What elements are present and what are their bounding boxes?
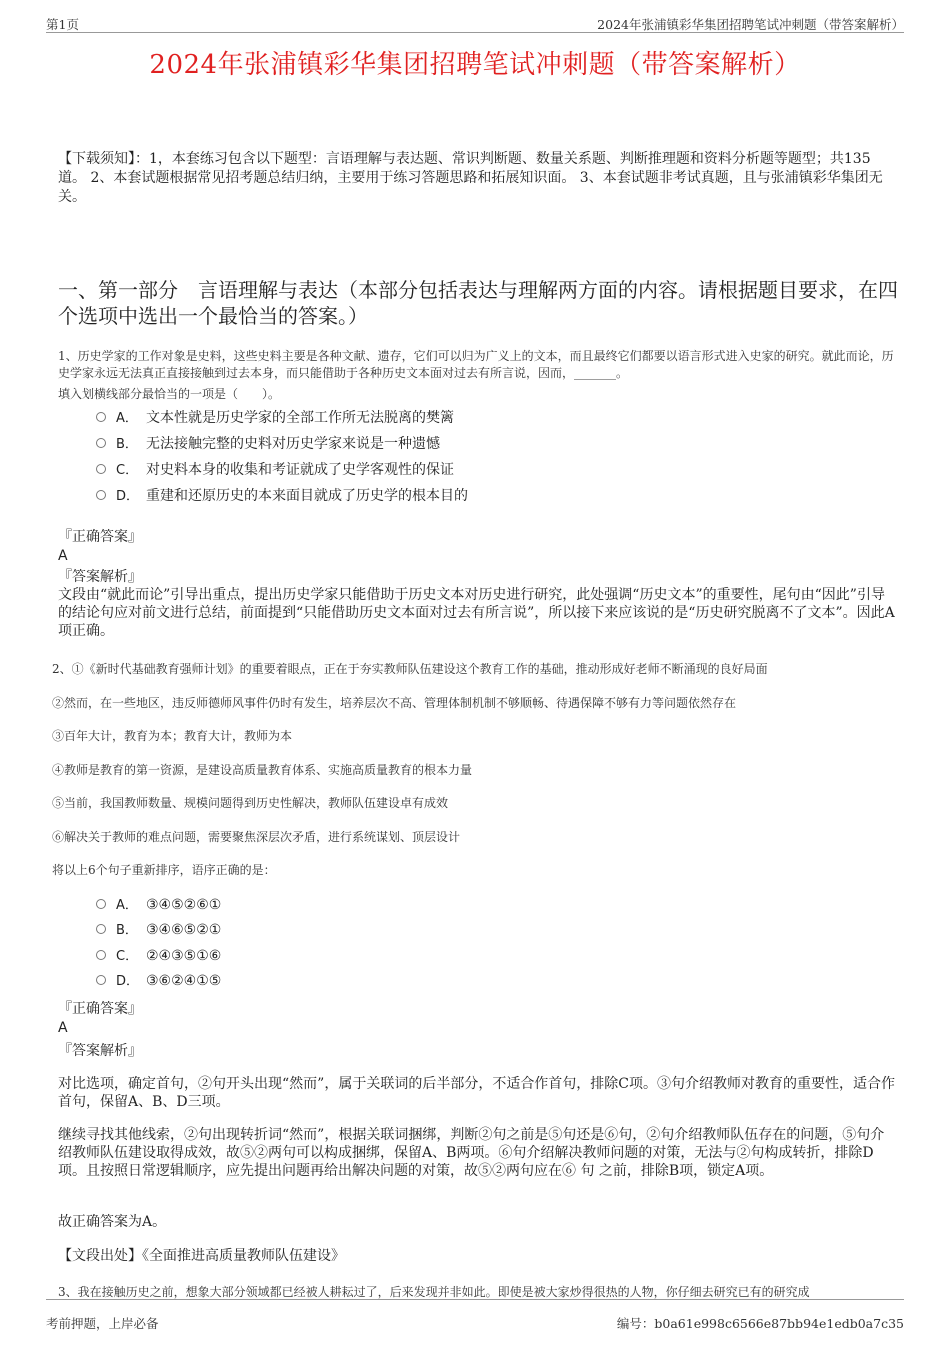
page-number: 第1页 (46, 17, 79, 32)
q1-option-a[interactable]: A． 文本性就是历史学家的全部工作所无法脱离的樊篱 (96, 408, 454, 428)
q2-option-b[interactable]: B． ③④⑥⑤②① (96, 920, 221, 940)
q2-analysis-p3: 故正确答案为A。 (58, 1214, 167, 1230)
q2-option-a[interactable]: A． ③④⑤②⑥① (96, 895, 221, 915)
radio-icon[interactable] (96, 899, 106, 909)
q2-analysis-label: 『答案解析』 (58, 1043, 142, 1059)
q1-analysis: 文段由“就此而论”引导出重点，提出历史学家只能借助于历史文本对历史进行研究，此处强调“历史文本”的重要性，尾句由“因此”引导的结论句应对前文进行总结，前面提到“只能借助历史文本面对过去有所言说”，所以接下来应该说的是“历史研究脱离不了文本”。因此A项正确。 (58, 587, 895, 639)
q2-answer: A (58, 1020, 68, 1036)
q1-option-d[interactable]: D． 重建和还原历史的本来面目就成了历史学的根本目的 (96, 486, 468, 506)
page-header (46, 14, 904, 33)
radio-icon[interactable] (96, 950, 106, 960)
q2-sentence-4: ④教师是教育的第一资源，是建设高质量教育体系、实施高质量教育的根本力量 (52, 763, 473, 777)
q2-sentence-5: ⑤当前，我国教师数量、规模问题得到历史性解决，教师队伍建设卓有成效 (52, 796, 449, 810)
q1-answer-label: 『正确答案』 (58, 529, 142, 545)
document-id: 编号：b0a61e998c6566e87bb94e1edb0a7c35 (616, 1316, 904, 1331)
q2-sentence-6: ⑥解决关于教师的难点问题，需要聚焦深层次矛盾，进行系统谋划、顶层设计 (52, 830, 461, 844)
q2-analysis-p2: 继续寻找其他线索，②句出现转折词“然而”，根据关联词捆绑，判断②句之前是⑤句还是⑥句，②句介绍教师队伍存在的问题，⑤句介绍教师队伍建设取得成效，故⑤②两句可以构成捆绑，保留A、B两项。⑥句介绍解决教师问题的对策，无法与②句构成转折，排除D项。且按照日常逻辑顺序，应先提出问题再给出解决问题的对策，故⑤②两句应在⑥ 句 之前，排除B项，锁定A项。 (58, 1127, 885, 1179)
radio-icon[interactable] (96, 412, 106, 422)
q1-answer: A (58, 548, 68, 564)
q1-analysis-label: 『答案解析』 (58, 569, 142, 585)
radio-icon[interactable] (96, 438, 106, 448)
section-heading: 一、第一部分 言语理解与表达（本部分包括表达与理解两方面的内容。请根据题目要求，在四个选项中选出一个最恰当的答案。） (58, 278, 898, 328)
radio-icon[interactable] (96, 464, 106, 474)
radio-icon[interactable] (96, 924, 106, 934)
q2-sentence-3: ③百年大计，教育为本；教育大计，教师为本 (52, 729, 293, 743)
q2-sentence-1: 2、①《新时代基础教育强师计划》的重要着眼点，正在于夯实教师队伍建设这个教育工作的基础，推动形成好老师不断涌现的良好局面 (52, 662, 768, 676)
q2-option-d[interactable]: D． ③⑥②④①⑤ (96, 971, 221, 991)
document-title: 2024年张浦镇彩华集团招聘笔试冲刺题（带答案解析） (149, 50, 801, 80)
footer-slogan: 考前押题，上岸必备 (46, 1316, 159, 1331)
page-footer (46, 1299, 904, 1331)
q2-source: 【文段出处】《全面推进高质量教师队伍建设》 (58, 1248, 345, 1264)
q2-sentence-2: ②然而，在一些地区，违反师德师风事件仍时有发生，培养层次不高、管理体制机制不够顺畅、待遇保障不够有力等问题依然存在 (52, 696, 737, 710)
radio-icon[interactable] (96, 490, 106, 500)
q2-answer-label: 『正确答案』 (58, 1001, 142, 1017)
q2-analysis-p1: 对比选项，确定首句，②句开头出现“然而”，属于关联词的后半部分，不适合作首句，排除C项。③句介绍教师对教育的重要性，适合作首句，保留A、B、D三项。 (58, 1076, 896, 1110)
question-1-prompt: 填入划横线部分最恰当的一项是（ ）。 (58, 387, 281, 401)
q1-option-b[interactable]: B． 无法接触完整的史料对历史学家来说是一种遗憾 (96, 434, 440, 454)
radio-icon[interactable] (96, 975, 106, 985)
question-1-stem: 1、历史学家的工作对象是史料，这些史料主要是各种文献、遗存，它们可以归为广义上的文本，而且最终它们都要以语言形式进入史家的研究。就此而论，历史学家永远无法真正直接接触到过去本身，而只能借助于各种历史文本面对过去有所言说，因而，_______。 (58, 349, 894, 380)
header-doc-title: 2024年张浦镇彩华集团招聘笔试冲刺题（带答案解析） (597, 17, 904, 32)
question-3-stem: 3、我在接触历史之前，想象大部分领域都已经被人耕耘过了，后来发现并非如此。即使是被大家炒得很热的人物，你仔细去研究已有的研究成 (58, 1285, 810, 1299)
q2-option-c[interactable]: C． ②④③⑤①⑥ (96, 946, 221, 966)
q1-option-c[interactable]: C． 对史料本身的收集和考证就成了史学客观性的保证 (96, 460, 454, 480)
download-notice: 【下载须知】：1，本套练习包含以下题型：言语理解与表达题、常识判断题、数量关系题、判断推理题和资料分析题等题型；共135道。 2、本套试题根据常见招考题总结归纳，主要用于练习答题思路和拓展知识面。 3、本套试题非考试真题，且与张浦镇彩华集团无关。 (58, 151, 883, 205)
q2-prompt: 将以上6个句子重新排序，语序正确的是： (52, 863, 276, 877)
